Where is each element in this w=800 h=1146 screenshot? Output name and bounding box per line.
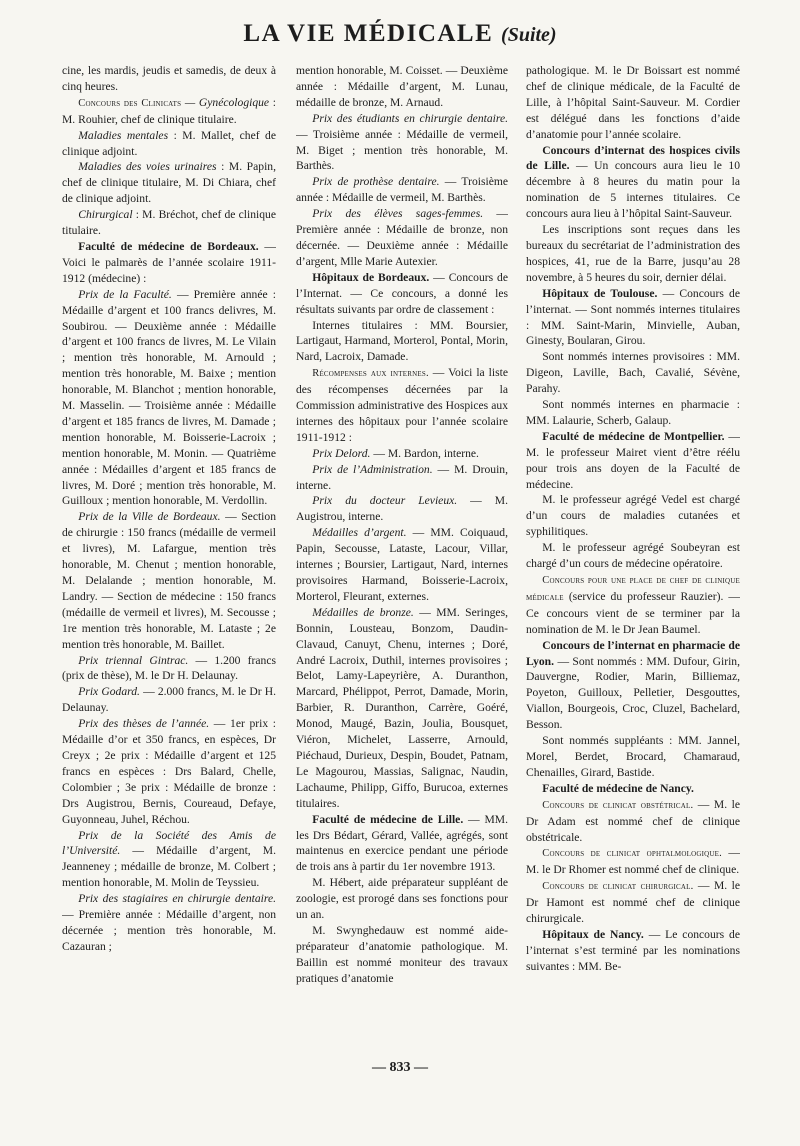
paragraph-text: — Concours de l’Internat. — Ce concours, a donné les résultats suivants par ordre de classement : (296, 270, 508, 316)
paragraph (526, 797, 740, 846)
paragraph-text: — 1er prix : Médaille d’or et 350 francs, en espèces, Dr Creyx ; 2e prix : Médaille d’argent et 125 francs en espèces : Drs Balard, Chelle, Colombier ; 3e prix : Médaille de bronze : Drs Augistrou, Bernis, Coureaud, Defaye, Guyonneau, Juhel, Réchou. (62, 717, 276, 826)
paragraph (526, 878, 740, 927)
italic-heading: Maladies des voies urinaires (78, 160, 217, 174)
paragraph-text: — M. Drouin, interne. (296, 462, 508, 492)
paragraph-text: — Sont nommés : MM. Dufour, Girin, Dauvergne, Rodier, Marin, Billiemaz, Poyeton, Guilloux, Pelletier, Desgouttes, Viallon, Bourgeois, Croc, Cluzel, Bachelard, Besson. (526, 654, 740, 732)
paragraph (62, 128, 276, 160)
paragraph (526, 397, 740, 429)
paragraph-text: — Première année : Médaille de bronze, non décernée. — Deuxième année : Médaille d’argent, Mlle Marie Autexier. (296, 207, 508, 268)
paragraph-text: — M. Bardon, interne. (370, 446, 479, 460)
italic-heading: Prix du docteur Levieux. (312, 494, 458, 508)
small-caps-heading: Concours de clinicat obstétrical. (542, 799, 694, 811)
paragraph (526, 638, 740, 733)
paragraph (296, 462, 508, 494)
paragraph-text: : M. Rouhier, chef de clinique titulaire. (62, 95, 276, 126)
paragraph (296, 365, 508, 446)
paragraph (296, 525, 508, 605)
paragraph-text: — Concours de l’internat. — Sont nommés internes titulaires : MM. Saint-Marin, Minvielle, Auban, Ginesty, Boularan, Girou. (526, 286, 740, 348)
paragraph-text: cine, les mardis, jeudis et samedis, de deux à cinq heures. (62, 64, 276, 93)
paragraph-text: — Voici le palmarès de l’année scolaire 1911-1912 (médecine) : (62, 239, 276, 285)
paragraph-text: M. le professeur agrégé Soubeyran est chargé d’un cours de médecine opératoire. (526, 541, 740, 571)
italic-heading: Prix de l’Administration. (312, 462, 433, 476)
paragraph-text: — Un concours aura lieu le 10 décembre à 8 heures du matin pour la nomination de 5 internes titulaires. Ce concours aura lieu à l’hôpital Saint-Sauveur. (526, 159, 740, 221)
paragraph-text: pathologique. M. le Dr Boissart est nommé chef de clinique médicale, de la Faculté de Lille, à l’hôpital Saint-Sauveur. M. Cordier est délégué dans les fonctions d’aide d’anatomie pour l’année scolaire. (526, 64, 740, 141)
paragraph (62, 63, 276, 95)
paragraph (526, 927, 740, 975)
paragraph (296, 111, 508, 175)
paragraph-text: : M. Mallet, chef de clinique adjoint. (62, 128, 276, 158)
paragraph (296, 446, 508, 462)
paragraph-text: (service du professeur Rauzier). — Ce concours vient de se terminer par la nomination de M. le Dr Jean Baumel. (526, 589, 740, 636)
paragraph-text: Sont nommés internes provisoires : MM. Digeon, Laville, Bach, Cavalié, Sévène, Parahy. (526, 350, 740, 396)
paragraph (62, 239, 276, 287)
paragraph (62, 828, 276, 892)
paragraph-text: M. Swynghedauw est nommé aide-préparateur d’anatomie pathologique. M. Baillin est nommé moniteur des travaux pratiques d’anatomie (296, 923, 508, 985)
paragraph (526, 572, 740, 638)
paragraph-heading: Concours d’internat des hospices civils de Lille. (526, 143, 740, 173)
journal-title: LA VIE MÉDICALE (243, 20, 494, 47)
paragraph (296, 605, 508, 812)
italic-heading: Médailles de bronze. (312, 605, 414, 619)
paragraph-heading: Faculté de médecine de Bordeaux. (78, 239, 259, 253)
paragraph (62, 95, 276, 128)
paragraph (62, 207, 276, 239)
paragraph-text: — M. le professeur Mairet vient d’être réélu pour trois ans doyen de la Faculté de médecine. (526, 429, 740, 491)
paragraph (526, 733, 740, 781)
italic-heading: Prix triennal Gintrac. (78, 653, 189, 667)
page-number: — 833 — (372, 1060, 428, 1075)
paragraph (526, 349, 740, 397)
paragraph-heading: Hôpitaux de Nancy. (542, 927, 644, 941)
italic-heading: Prix de la Faculté. (78, 287, 172, 301)
paragraph-text: : M. Papin, chef de clinique titulaire, M. Di Chiara, chef de clinique adjoint. (62, 160, 276, 206)
italic-heading: Maladies mentales (78, 128, 169, 142)
paragraph-heading: Hôpitaux de Toulouse. (542, 286, 658, 300)
paragraph-heading: Hôpitaux de Bordeaux. (312, 270, 430, 284)
italic-heading: Prix Godard. (78, 685, 140, 699)
paragraph (62, 159, 276, 207)
paragraph-text: — 2.000 francs, M. le Dr H. Delaunay. (62, 685, 276, 715)
paragraph-text: — Médaille d’argent, M. Jeanneney ; médaille de bronze, M. Colbert ; mention honorable, M. Molin de Teyssieu. (62, 844, 276, 890)
italic-heading: Prix des étudiants en chirurgie dentaire. (312, 111, 508, 125)
paragraph-text: — M. Augistrou, interne. (296, 494, 508, 524)
small-caps-heading: Concours de clinicat ophtalmologique. (542, 848, 722, 860)
paragraph (62, 509, 276, 652)
paragraph (526, 143, 740, 223)
page-header (0, 20, 800, 48)
paragraph (296, 174, 508, 206)
text-column-3 (526, 63, 740, 1063)
paragraph (526, 845, 740, 878)
paragraph (296, 923, 508, 987)
paragraph-text: — Section de chirurgie : 150 francs (médaille de vermeil et livres), M. Lafargue, mention très honorable, M. Chenut ; mention honorable, M. Delalande ; mention honorable, M. Landry. — Section de médecine : 150 francs (médaille de vermeil et livres), M. Secousse ; 1re mention très honorable, M. Lataste ; 2e mention très honorable, M. Baillet. (62, 510, 276, 651)
italic-heading: — Gynécologique (181, 95, 270, 109)
paragraph-text: — Première année : Médaille d’argent et 100 francs delivres, M. Soubirou. — Deuxième année : Médaille d’argent et 100 francs de livres, M. Le Vilain ; mention très honorable, M. Arnould ; mention très honorable, M. Baixe ; mention honorable, M. Blanchot ; mention honorable, M. Masselin. — Troisième année : Médaille d’argent et 185 francs de livres, M. Damade ; mention honorable, M. Boisserie-Lacroix ; mention honorable, M. Monin. — Quatrième année : Médailles d’argent et 185 francs de livres, M. Doré ; mention très honorable, M. Guilloux ; mention honorable, M. Verdollin. (62, 287, 276, 508)
small-caps-heading: Récompenses aux internes. (312, 368, 429, 380)
small-caps-heading: Concours pour une place de chef de clinique médicale (526, 575, 740, 603)
paragraph-heading: Faculté de médecine de Lille. (312, 812, 464, 826)
paragraph-text: — M. le Dr Adam est nommé chef de clinique obstétricale. (526, 797, 740, 844)
paragraph-text: M. Hébert, aide préparateur suppléant de zoologie, est prorogé dans ses fonctions pour un an. (296, 876, 508, 922)
paragraph-text: Internes titulaires : MM. Boursier, Lartigaut, Harmand, Morterol, Pontal, Morin, Nard, Lacroix, Damade. (296, 318, 508, 364)
italic-heading: Médailles d’argent. (312, 526, 407, 540)
paragraph-text: mention honorable, M. Coisset. — Deuxième année : Médaille d’argent, M. Lunau, médaille de bronze, M. Arnaud. (296, 64, 508, 109)
paragraph (62, 653, 276, 685)
paragraph (62, 716, 276, 827)
paragraph (296, 318, 508, 366)
paragraph (296, 812, 508, 876)
small-caps-heading: Concours des Clinicats (78, 97, 182, 109)
paragraph (62, 684, 276, 716)
paragraph-heading: Faculté de médecine de Montpellier. (542, 429, 725, 443)
text-column-2 (296, 63, 508, 1063)
italic-heading: Prix de prothèse dentaire. (312, 175, 440, 189)
paragraph-text: — 1.200 francs (prix de thèse), M. le Dr H. Delaunay. (62, 653, 276, 683)
paragraph (62, 287, 276, 510)
paragraph (526, 286, 740, 350)
paragraph-text: — MM. Seringes, Bonnin, Lousteau, Bonzom, Daudin-Clavaud, Canuyt, Chenu, internes ; Doré, André Lacroix, Duthil, internes provisoires ; Belot, Lamy-Lapeyrière, A. Duranthon, Marcard, Phélippot, Perrot, Damade, Morin, Barbier, R. Duranthon, Carrère, Goéré, Monod, Maugé, Bazin, Joulia, Bousquet, Viéron, Michelet, Lasserre, Arnould, Piéchaud, Durieux, Despin, Boudet, Patnam, Le Magourou, Massias, Salignac, Naudin, Lachaume, Philipp, Giffo, Burucoa, externes titulaires. (296, 605, 508, 810)
paragraph (296, 270, 508, 318)
paragraph (296, 493, 508, 525)
paragraph (526, 540, 740, 572)
paragraph-text: — Première année : Médaille d’argent, non décernée ; mention très honorable, M. Cazauran ; (62, 908, 276, 953)
paragraph-text: — M. le Dr Hamont est nommé chef de clinique chirurgicale. (526, 879, 740, 926)
italic-heading: Prix de la Ville de Bordeaux. (78, 510, 221, 524)
paragraph-heading: Concours de l’internat en pharmacie de Lyon. (526, 638, 740, 668)
paragraph (62, 891, 276, 955)
paragraph-text: — M. le Dr Rhomer est nommé chef de clinique. (526, 846, 740, 877)
paragraph (296, 206, 508, 270)
paragraph-text: — Le concours de l’internat s’est terminé par les nominations suivantes : MM. Be- (526, 927, 740, 973)
paragraph-text: Sont nommés suppléants : MM. Jannel, Morel, Berdet, Brocard, Chamaraud, Chenailles, Girard, Bastide. (526, 734, 740, 779)
paragraph-text: — MM. les Drs Bédart, Gérard, Vallée, agrégés, sont maintenus en exercice pendant une période de trois ans à partir du 1er novembre 1913. (296, 812, 508, 874)
italic-heading: Prix des élèves sages-femmes. (312, 207, 484, 221)
paragraph (296, 875, 508, 923)
paragraph (526, 781, 740, 797)
paragraph-text: — Troisième année : Médaille de vermeil, M. Biget ; mention très honorable, M. Barthès. (296, 127, 508, 173)
italic-heading: Prix des thèses de l’année. (78, 717, 210, 731)
paragraph-text: : M. Bréchot, chef de clinique titulaire. (62, 208, 276, 238)
paragraph (526, 222, 740, 286)
paragraph-text: M. le professeur agrégé Vedel est chargé d’un cours de maladies cutanées et syphilitiques. (526, 493, 740, 539)
paragraph (526, 492, 740, 540)
paragraph (526, 63, 740, 143)
italic-heading: Prix Delord. (312, 446, 371, 460)
paragraph-text: — Voici la liste des récompenses décernées par la Commission administrative des Hospices aux internes des hôpitaux pour l’année scolaire 1911-1912 : (296, 366, 508, 444)
italic-heading: Prix des stagiaires en chirurgie dentaire. (78, 892, 276, 906)
text-column-1 (62, 63, 276, 1063)
journal-subtitle: (Suite) (501, 24, 557, 46)
paragraph-text: Les inscriptions sont reçues dans les bureaux du secrétariat de l’administration des hospices, 41, rue de la Barre, jusqu’au 28 novembre, à 5 heures du soir, dernier délai. (526, 223, 740, 284)
paragraph (296, 63, 508, 111)
italic-heading: Prix de la Société des Amis de l’Université. (62, 828, 276, 858)
paragraph-text: — MM. Coiquaud, Papin, Secousse, Lataste, Lacour, Villar, internes ; Boursier, Lartigaut, Nard, internes provisoires Harmand, Boisserie-Lacroix, Morterol, Fleurant, externes. (296, 526, 508, 603)
paragraph-heading: Faculté de médecine de Nancy. (542, 781, 694, 795)
small-caps-heading: Concours de clinicat chirurgical. (542, 881, 694, 893)
paragraph (526, 429, 740, 493)
paragraph-text: Sont nommés internes en pharmacie : MM. Lalaurie, Scherb, Galaup. (526, 398, 740, 427)
italic-heading: Chirurgical (78, 208, 133, 222)
paragraph-text: — Troisième année : Médaille de vermeil, M. Barthès. (296, 175, 508, 205)
